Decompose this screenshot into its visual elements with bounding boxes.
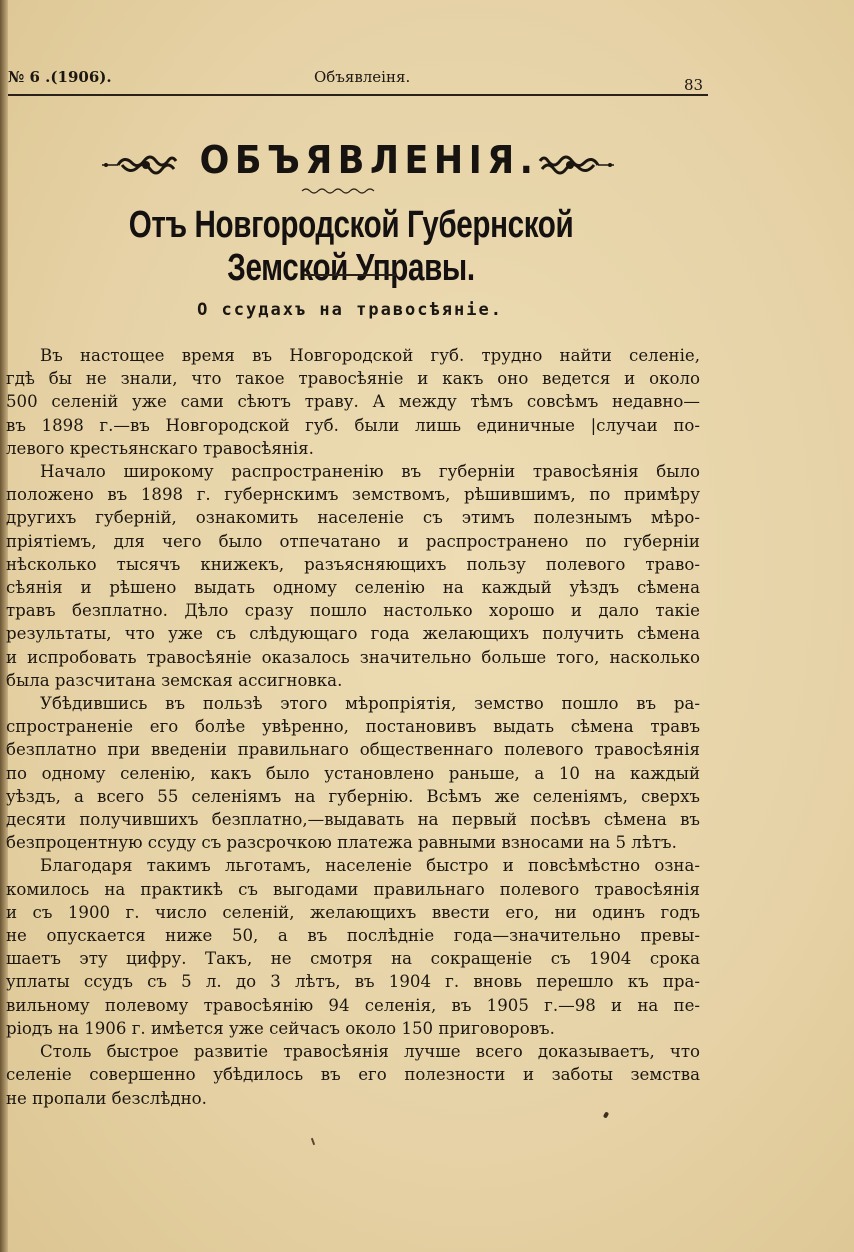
text-line: спространенiе его болѣе увѣренно, постановивъ выдать сѣмена травъ: [6, 717, 700, 737]
text-line: и испробовать травосѣянiе оказалось значительно больше того, насколько: [6, 647, 700, 667]
text-line: уплаты ссудъ съ 5 л. до 3 лѣтъ, въ 1904 г. вновь перешло къ пра-: [6, 972, 700, 992]
text-line: травъ безплатно. Дѣло сразу пошло настолько хорошо и дало такiе: [6, 601, 700, 621]
text-line: вильному полевому травосѣянiю 94 селенiя, въ 1905 г.—98 и на пе-: [6, 995, 700, 1015]
title-block: [100, 138, 620, 188]
text-line: Начало широкому распространенiю въ губернiи травосѣянiя было: [40, 462, 700, 482]
article-body: [6, 344, 700, 1110]
text-line: десяти получившихъ безплатно,—выдавать на первый посѣвъ сѣмена въ: [6, 810, 700, 830]
main-heading: ОБЪЯВЛЕНIЯ.: [199, 138, 539, 182]
header-rule: [8, 94, 708, 96]
left-ornament-icon: [100, 152, 180, 178]
text-line: нѣсколько тысячъ книжекъ, разъясняющихъ пользу полевого траво-: [6, 554, 700, 574]
page-number: 83: [684, 76, 704, 94]
text-line: рiодъ на 1906 г. имѣется уже сейчасъ около 150 приговоровъ.: [6, 1018, 555, 1038]
text-line: другихъ губернiй, ознакомить населенiе съ этимъ полезнымъ мѣро-: [6, 508, 700, 528]
ink-speck: [311, 1138, 315, 1145]
text-line: Убѣдившись въ пользѣ этого мѣропрiятiя, земство пошло въ ра-: [40, 694, 700, 714]
text-line: и съ 1900 г. число селенiй, желающихъ ввести его, ни одинъ годъ: [6, 902, 700, 922]
text-line: результаты, что уже съ слѣдующаго года желающихъ получить сѣмена: [6, 624, 700, 644]
text-line: въ 1898 г.—въ Новгородской губ. были лишь единичные |случаи по-: [6, 415, 700, 435]
text-line: по одному селенiю, какъ было установлено раньше, а 10 на каждый: [6, 763, 700, 783]
text-line: уѣздъ, а всего 55 селенiямъ на губернiю. Всѣмъ же селенiямъ, сверхъ: [6, 786, 700, 806]
text-line: 500 селенiй уже сами сѣютъ траву. А между тѣмъ совсѣмъ недавно—: [6, 392, 700, 412]
text-line: безплатно при введенiи правильнаго общественнаго полевого травосѣянiя: [6, 740, 700, 760]
text-line: безпроцентную ссуду съ разсрочкою платежа равными взносами на 5 лѣтъ.: [6, 833, 677, 853]
text-line: гдѣ бы не знали, что такое травосѣянiе и какъ оно ведется и около: [6, 369, 700, 389]
right-ornament-icon: [536, 152, 616, 178]
text-line: положено въ 1898 г. губернскимъ земствомъ, рѣшившимъ, по примѣру: [6, 485, 700, 505]
text-line: шаетъ эту цифру. Такъ, не смотря на сокращенiе съ 1904 срока: [6, 949, 700, 969]
text-line: Благодаря такимъ льготамъ, населенiе быстро и повсѣмѣстно озна-: [40, 856, 700, 876]
text-line: Въ настощее время въ Новгородской губ. трудно найти селенiе,: [40, 346, 700, 365]
section-title: О ссудахъ на травосѣянiе.: [197, 300, 503, 320]
subtitle: Отъ Новгородской Губернской Земской Управы.: [128, 204, 574, 289]
text-line: была разсчитана земская ассигновка.: [6, 670, 343, 690]
text-line: Столь быстрое развитiе травосѣянiя лучше всего доказываетъ, что: [40, 1042, 700, 1062]
text-line: не опускается ниже 50, а въ послѣднiе года—значительно превы-: [6, 926, 700, 946]
subtitle-rule: [304, 274, 396, 276]
running-header: [8, 68, 708, 94]
text-line: левого крестьянскаго травосѣянiя.: [6, 438, 314, 458]
ink-speck: [603, 1111, 609, 1118]
divider-squiggle-icon: [300, 186, 376, 196]
text-line: комилось на практикѣ съ выгодами правильнаго полевого травосѣянiя: [6, 879, 700, 899]
text-line: не пропали безслѣдно.: [6, 1088, 207, 1108]
text-line: прiятiемъ, для чего было отпечатано и распространено по губернiи: [6, 531, 700, 551]
running-title: Объявлеiня.: [314, 68, 411, 86]
issue-number: № 6 .(1906).: [8, 68, 112, 86]
text-line: сѣянiя и рѣшено выдать одному селенiю на каждый уѣздъ сѣмена: [6, 578, 700, 598]
text-line: селенiе совершенно убѣдилось въ его полезности и заботы земства: [6, 1065, 700, 1085]
